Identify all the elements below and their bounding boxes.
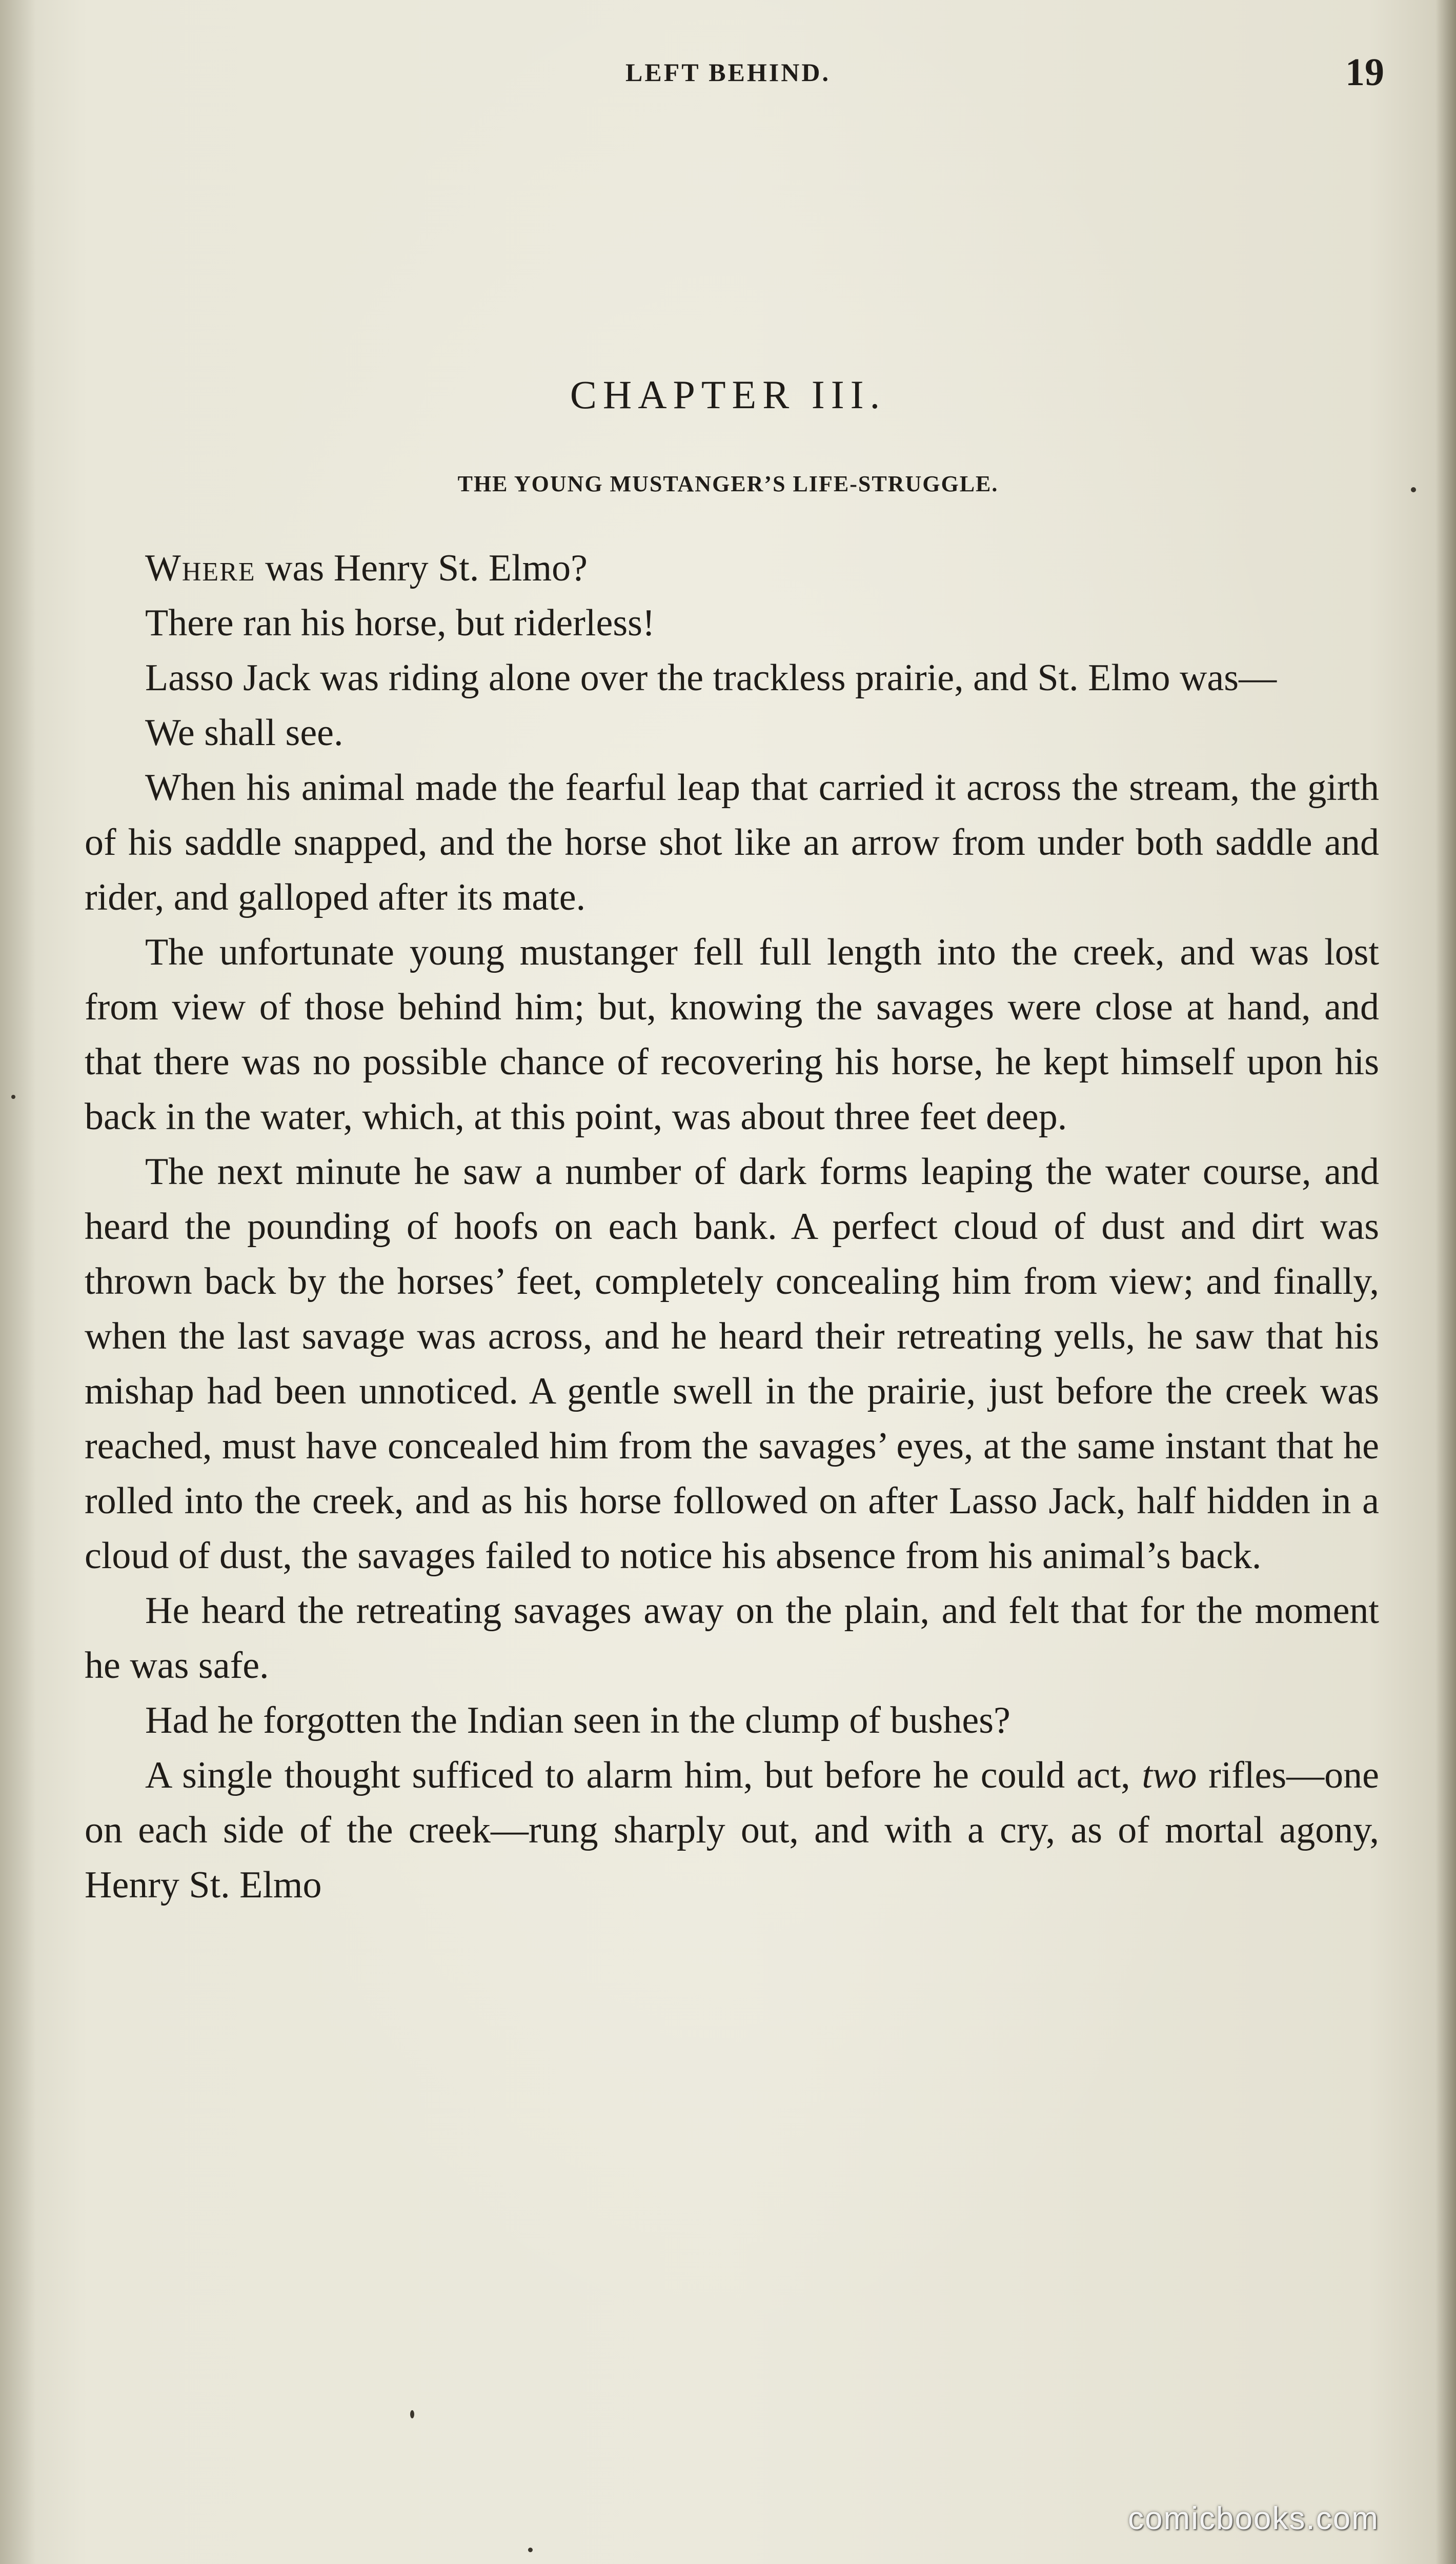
paragraph-2: There ran his horse, but riderless! bbox=[145, 602, 655, 644]
paragraph-3: Lasso Jack was riding alone over the trackless prairie, and St. Elmo was— bbox=[145, 657, 1277, 699]
paragraph-7: The next minute he saw a number of dark forms leaping the water course, and heard the pounding of hoofs on each bank. A perfect cloud of dust and dirt was thrown back by the horses’ feet, completely concealing him from view; and finally, when the last savage was across, and he heard their retreating yells, he saw that his mishap had been unnoticed. A gentle swell in the prairie, just before the creek was reached, must have concealed him from the savages’ eyes, at the same instant that he rolled into the creek, and as his horse followed on after Lasso Jack, half hidden in a cloud of dust, the savages failed to notice his absence from his animal’s back. bbox=[85, 1151, 1379, 1577]
running-header bbox=[0, 51, 1456, 98]
paragraph-1 bbox=[85, 541, 1379, 596]
body-text bbox=[85, 541, 1379, 1913]
paragraph-10 bbox=[85, 1748, 1379, 1913]
paragraph-5: When his animal made the fearful leap that carried it across the stream, the girth of his saddle snapped, and the horse shot like an arrow from under both saddle and rider, and galloped after its mate. bbox=[85, 767, 1379, 918]
paragraph-10-text-a: A single thought sufficed to alarm him, but before he could act, bbox=[145, 1754, 1142, 1796]
running-title: LEFT BEHIND. bbox=[625, 58, 831, 87]
paragraph-10-text-c: rifles—one on each side of the creek—rung sharply out, and with a cry, as of mortal agony, Henry St. Elmo bbox=[85, 1754, 1379, 1906]
ink-speck bbox=[1411, 487, 1416, 492]
paragraph-4: We shall see. bbox=[145, 712, 343, 754]
paragraph-1-text: was Henry St. Elmo? bbox=[255, 547, 588, 589]
paragraph-8: He heard the retreating savages away on the plain, and felt that for the moment he was safe. bbox=[85, 1590, 1379, 1687]
emphasis-two: two bbox=[1142, 1754, 1197, 1796]
paragraph-6: The unfortunate young mustanger fell full length into the creek, and was lost from view of those behind him; but, knowing the savages were close at hand, and that there was no possible chance of recovering his horse, he kept himself upon his back in the water, which, at this point, was about three feet deep. bbox=[85, 931, 1379, 1138]
chapter-subtitle: THE YOUNG MUSTANGER’S LIFE-STRUGGLE. bbox=[457, 471, 999, 496]
ink-speck bbox=[410, 2410, 414, 2418]
watermark-logo: comicbooks.com bbox=[1128, 2501, 1379, 2536]
chapter-title: CHAPTER III. bbox=[570, 372, 886, 417]
ink-speck bbox=[528, 2548, 533, 2552]
ink-speck bbox=[11, 1095, 15, 1099]
paragraph-9: Had he forgotten the Indian seen in the clump of bushes? bbox=[145, 1699, 1010, 1741]
page-number: 19 bbox=[1345, 51, 1384, 94]
drop-word: Where bbox=[145, 547, 256, 589]
